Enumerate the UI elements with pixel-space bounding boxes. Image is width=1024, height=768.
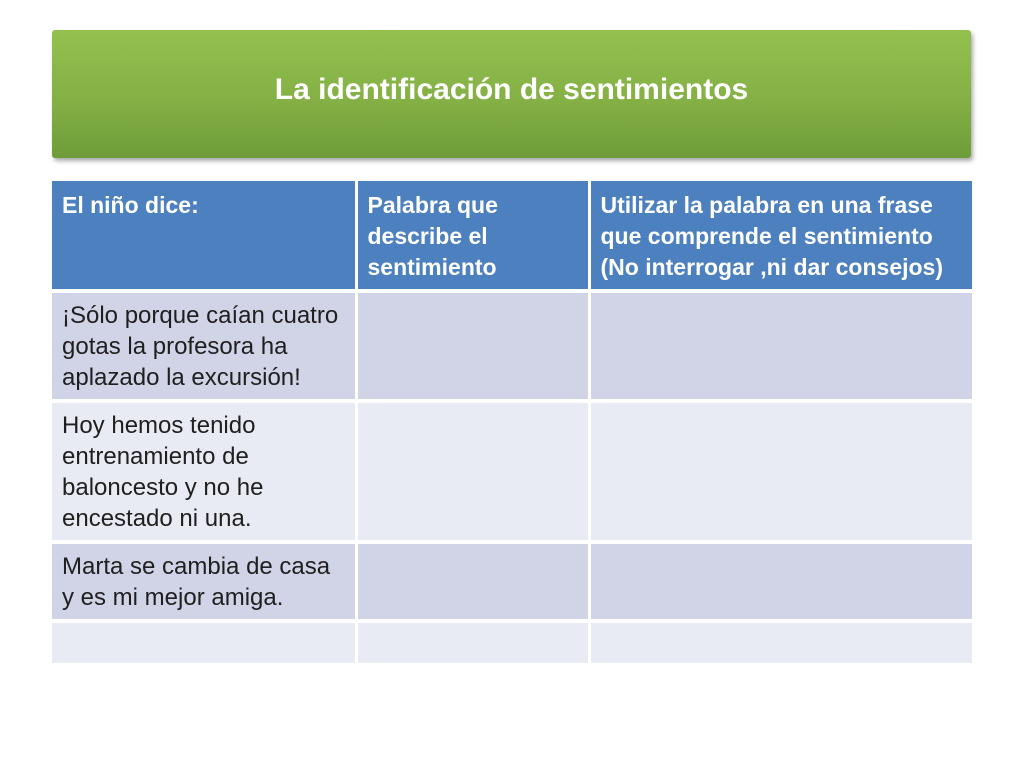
cell-statement: Marta se cambia de casa y es mi mejor amiga. — [52, 542, 356, 621]
sentiments-table-container — [52, 181, 972, 663]
slide-title-banner — [52, 30, 971, 158]
table-header-row — [52, 181, 972, 291]
column-header-child-says: El niño dice: — [52, 181, 356, 291]
cell-phrase — [589, 291, 972, 401]
column-header-feeling-word: Palabra que describe el sentimiento — [356, 181, 589, 291]
cell-phrase — [589, 401, 972, 542]
table-row — [52, 291, 972, 401]
cell-phrase — [589, 542, 972, 621]
cell-feeling-word — [356, 401, 589, 542]
column-header-use-in-phrase: Utilizar la palabra en una frase que comprende el sentimiento (No interrogar ,ni dar consejos) — [589, 181, 972, 291]
page-title: La identificación de sentimientos — [274, 73, 749, 106]
cell-statement — [52, 621, 356, 663]
table-row — [52, 542, 972, 621]
cell-feeling-word — [356, 542, 589, 621]
sentiments-table — [52, 181, 972, 663]
table-row — [52, 621, 972, 663]
cell-phrase — [589, 621, 972, 663]
cell-statement: Hoy hemos tenido entrenamiento de baloncesto y no he encestado ni una. — [52, 401, 356, 542]
cell-feeling-word — [356, 291, 589, 401]
table-row — [52, 401, 972, 542]
cell-feeling-word — [356, 621, 589, 663]
cell-statement: ¡Sólo porque caían cuatro gotas la profesora ha aplazado la excursión! — [52, 291, 356, 401]
